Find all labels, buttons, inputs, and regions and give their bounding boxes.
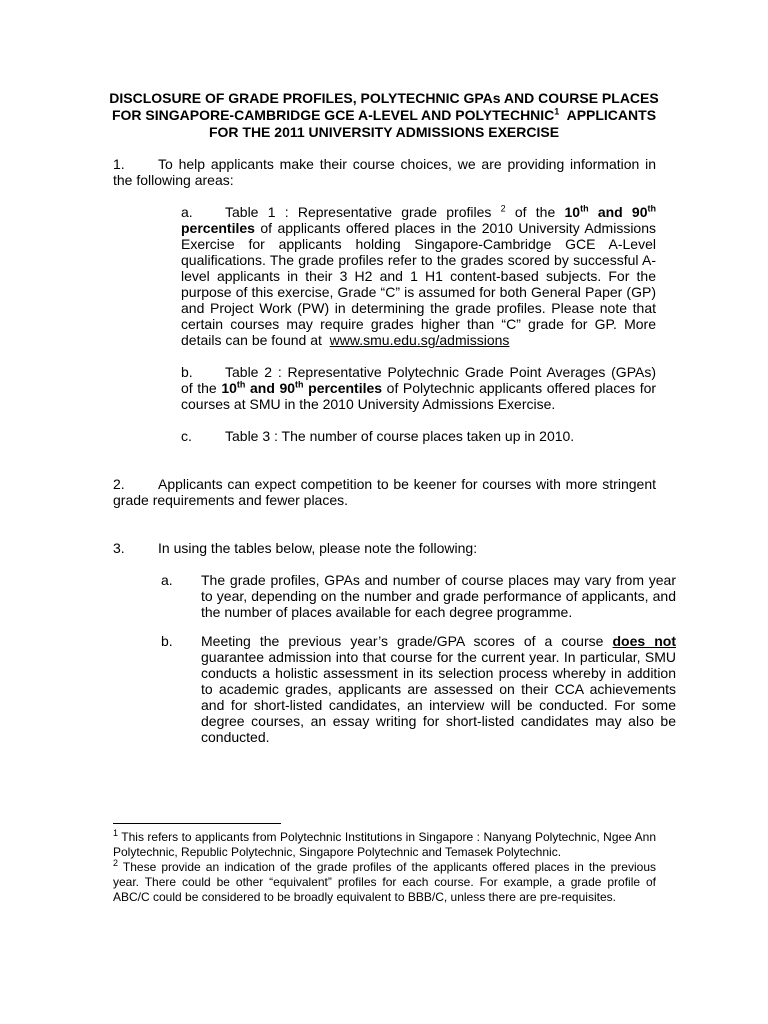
note-item-a [161, 572, 676, 620]
ninetieth-value: and 90 [597, 204, 648, 220]
list-item-a-text-3: of applicants offered places in the 2010 University Admissions Exercise for applicants holding Singapore-Cambridge GCE A-Level qualifications. The grade profiles refer to the grades scored by successful A-level applicants in their 3 H2 and 1 H1 content-based subjects. For the purpose of this exercise, Grade “C” is assumed for both General Paper (GP) and Project Work (PW) in determining the grade profiles. Please note that certain courses may require grades higher than “C” grade for GP. More details can be found at [181, 220, 656, 348]
note-item-b-text-1: Meeting the previous year’s grade/GPA scores of a course [201, 633, 604, 649]
title-line-2a: FOR SINGAPORE-CAMBRIDGE GCE A-LEVEL AND POLYTECHNIC [111, 107, 555, 123]
paragraph-2-number: 2. [113, 476, 125, 492]
paragraph-2 [113, 476, 656, 508]
list-item-a-label: a. [181, 204, 193, 220]
admissions-link[interactable]: www.smu.edu.sg/admissions [329, 332, 510, 348]
paragraph-1 [113, 156, 656, 188]
paragraph-3 [113, 540, 656, 556]
percentiles-word-b: percentiles [308, 380, 383, 396]
title-line-1: DISCLOSURE OF GRADE PROFILES, POLYTECHNIC GPAs AND COURSE PLACES [109, 90, 659, 106]
title-line-2b: APPLICANTS [566, 107, 657, 123]
note-item-a-text: The grade profiles, GPAs and number of course places may vary from year to year, depending on the number and grade performance of applicants, and the number of places available for each degree programme. [201, 572, 676, 620]
document-title [100, 90, 668, 141]
footnote-2-text: These provide an indication of the grade profiles of the applicants offered places in the previous year. There could be other “equivalent” profiles for each course. For example, a grade profile of ABC/C could be considered to be broadly equivalent to BBB/C, unless there are pre-requisites. [113, 860, 656, 904]
list-item-a [181, 204, 656, 348]
ninetieth-suffix-b: th [295, 379, 304, 390]
title-line-3: FOR THE 2011 UNIVERSITY ADMISSIONS EXERCISE [208, 124, 560, 140]
ninetieth-suffix: th [647, 203, 657, 214]
note-item-b [161, 633, 676, 745]
list-item-c [181, 428, 656, 444]
list-item-b [181, 364, 656, 412]
paragraph-1-text: To help applicants make their course choices, we are providing information in the following areas: [113, 156, 656, 188]
note-item-b-label: b. [161, 633, 173, 649]
list-item-b-text-2: of Polytechnic applicants offered places for courses at SMU in the 2010 University Admissions Exercise. [181, 380, 657, 412]
footnote-2 [113, 860, 656, 905]
list-item-c-text: Table 3 : The number of course places taken up in 2010. [225, 428, 575, 444]
footnote-ref-2[interactable]: 2 [500, 203, 506, 214]
paragraph-3-text: In using the tables below, please note the following: [158, 540, 478, 556]
percentile-emphasis-b [221, 380, 382, 396]
list-item-b-text-1: Table 2 : Representative Polytechnic Grade Point Averages (GPAs) of the [181, 364, 656, 396]
footnote-divider [113, 823, 281, 824]
note-item-a-label: a. [161, 572, 173, 588]
tenth-value-b: 10 [221, 380, 237, 396]
footnote-ref-1[interactable]: 1 [554, 106, 560, 117]
paragraph-1-number: 1. [113, 156, 125, 172]
footnote-1 [113, 830, 656, 860]
list-item-a-text-1: Table 1 : Representative grade profiles [225, 204, 492, 220]
list-item-b-label: b. [181, 364, 193, 380]
note-item-b-text-2: guarantee admission into that course for the current year. In particular, SMU conducts a holistic assessment in its selection process whereby in addition to academic grades, applicants are assessed on their CCA achievements and for short-listed candidates, an interview will be conducted. For some degree courses, an essay writing for short-listed candidates may also be conducted. [201, 649, 676, 745]
paragraph-3-number: 3. [113, 540, 125, 556]
ninetieth-value-b: and 90 [250, 380, 296, 396]
footnote-1-number: 1 [113, 828, 119, 838]
list-item-c-label: c. [181, 428, 192, 444]
list-item-a-text-2: of the [514, 204, 556, 220]
does-not-emphasis: does not [612, 633, 676, 649]
tenth-suffix: th [580, 203, 589, 214]
title-line-2 [100, 107, 668, 124]
percentiles-word: percentiles [181, 220, 255, 236]
tenth-suffix-b: th [236, 379, 246, 390]
footnote-2-number: 2 [113, 858, 119, 868]
paragraph-2-text: Applicants can expect competition to be keener for courses with more stringent grade requirements and fewer places. [113, 476, 656, 508]
tenth-value: 10 [564, 204, 581, 220]
footnote-1-text: This refers to applicants from Polytechnic Institutions in Singapore : Nanyang Polytechnic, Ngee Ann Polytechnic, Republic Polytechnic, Singapore Polytechnic and Temasek Polytechnic. [113, 830, 657, 859]
